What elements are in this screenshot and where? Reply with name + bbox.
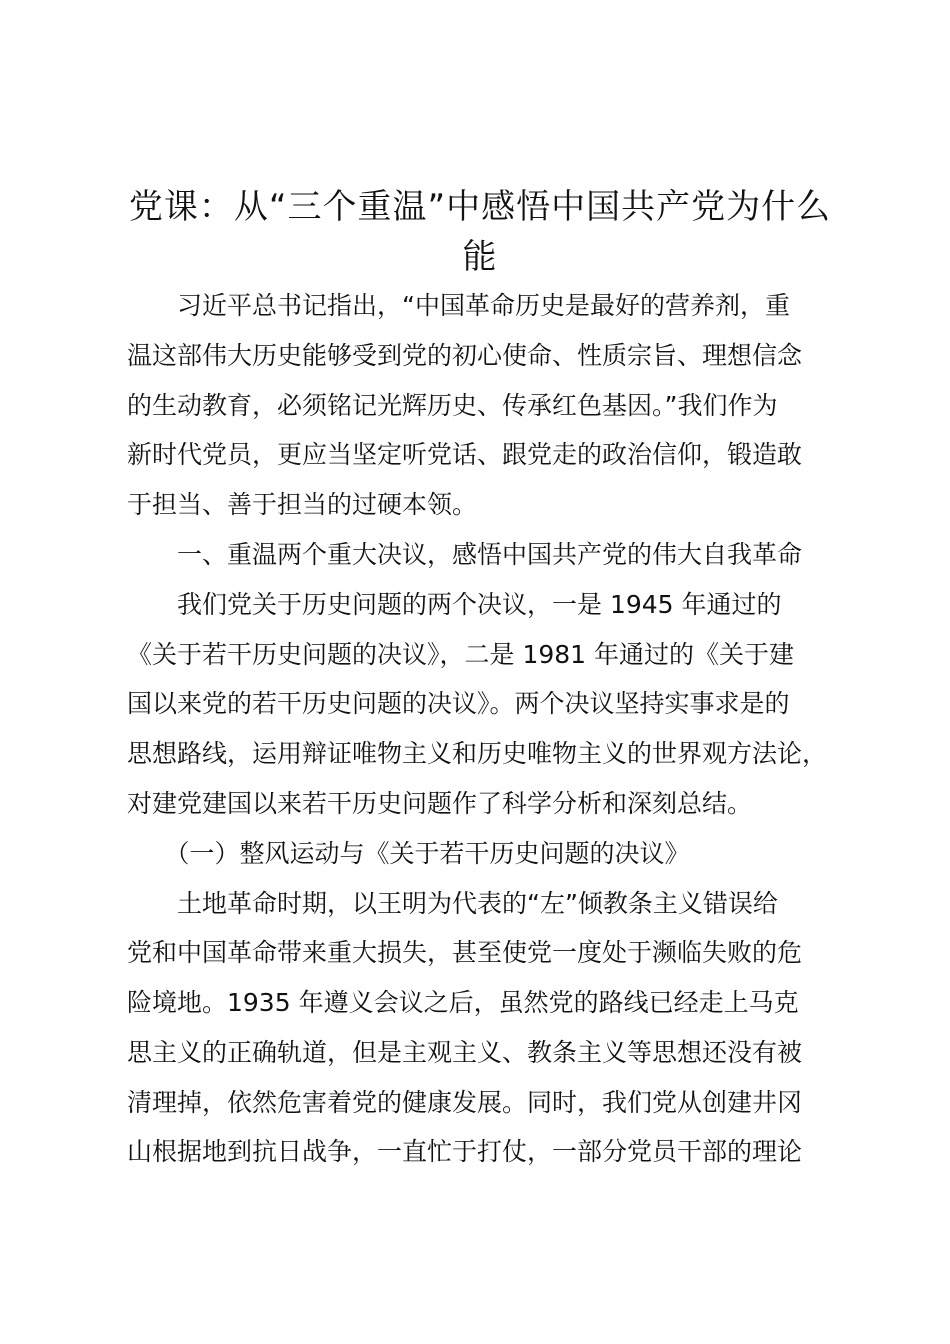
body-line: 土地革命时期，以王明为代表的“左”倾教条主义错误给	[127, 889, 778, 918]
body-line: 险境地。1935 年遵义会议之后，虽然党的路线已经走上马克	[127, 988, 799, 1017]
body-line: 党和中国革命带来重大损失，甚至使党一度处于濒临失败的危	[127, 938, 803, 967]
body-line: 我们党关于历史问题的两个决议，一是 1945 年通过的	[127, 590, 782, 619]
body-line: 思主义的正确轨道，但是主观主义、教条主义等思想还没有被	[127, 1038, 803, 1067]
body-line: 习近平总书记指出，“中国革命历史是最好的营养剂，重	[127, 291, 790, 320]
section-heading: 一、重温两个重大决议，感悟中国共产党的伟大自我革命	[127, 540, 803, 569]
body-line: 清理掉，依然危害着党的健康发展。同时，我们党从创建井冈	[127, 1088, 803, 1117]
body-line: 于担当、善于担当的过硬本领。	[127, 490, 478, 519]
body-line: 对建党建国以来若干历史问题作了科学分析和深刻总结。	[127, 789, 753, 818]
body-line: 思想路线，运用辩证唯物主义和历史唯物主义的世界观方法论，	[127, 739, 828, 768]
body-line: 温这部伟大历史能够受到党的初心使命、性质宗旨、理想信念	[127, 341, 803, 370]
document-title: 党课：从“三个重温”中感悟中国共产党为什么能	[128, 187, 832, 277]
body-line: 新时代党员，更应当坚定听党话、跟党走的政治信仰，锻造敢	[127, 440, 803, 469]
body-line: 的生动教育，必须铭记光辉历史、传承红色基因。”我们作为	[127, 391, 778, 420]
body-line: 国以来党的若干历史问题的决议》。两个决议坚持实事求是的	[127, 689, 790, 718]
subsection-heading: （一）整风运动与《关于若干历史问题的决议》	[127, 839, 690, 868]
body-line: 山根据地到抗日战争，一直忙于打仗，一部分党员干部的理论	[127, 1137, 803, 1166]
body-line: 《关于若干历史问题的决议》，二是 1981 年通过的《关于建	[127, 640, 795, 669]
